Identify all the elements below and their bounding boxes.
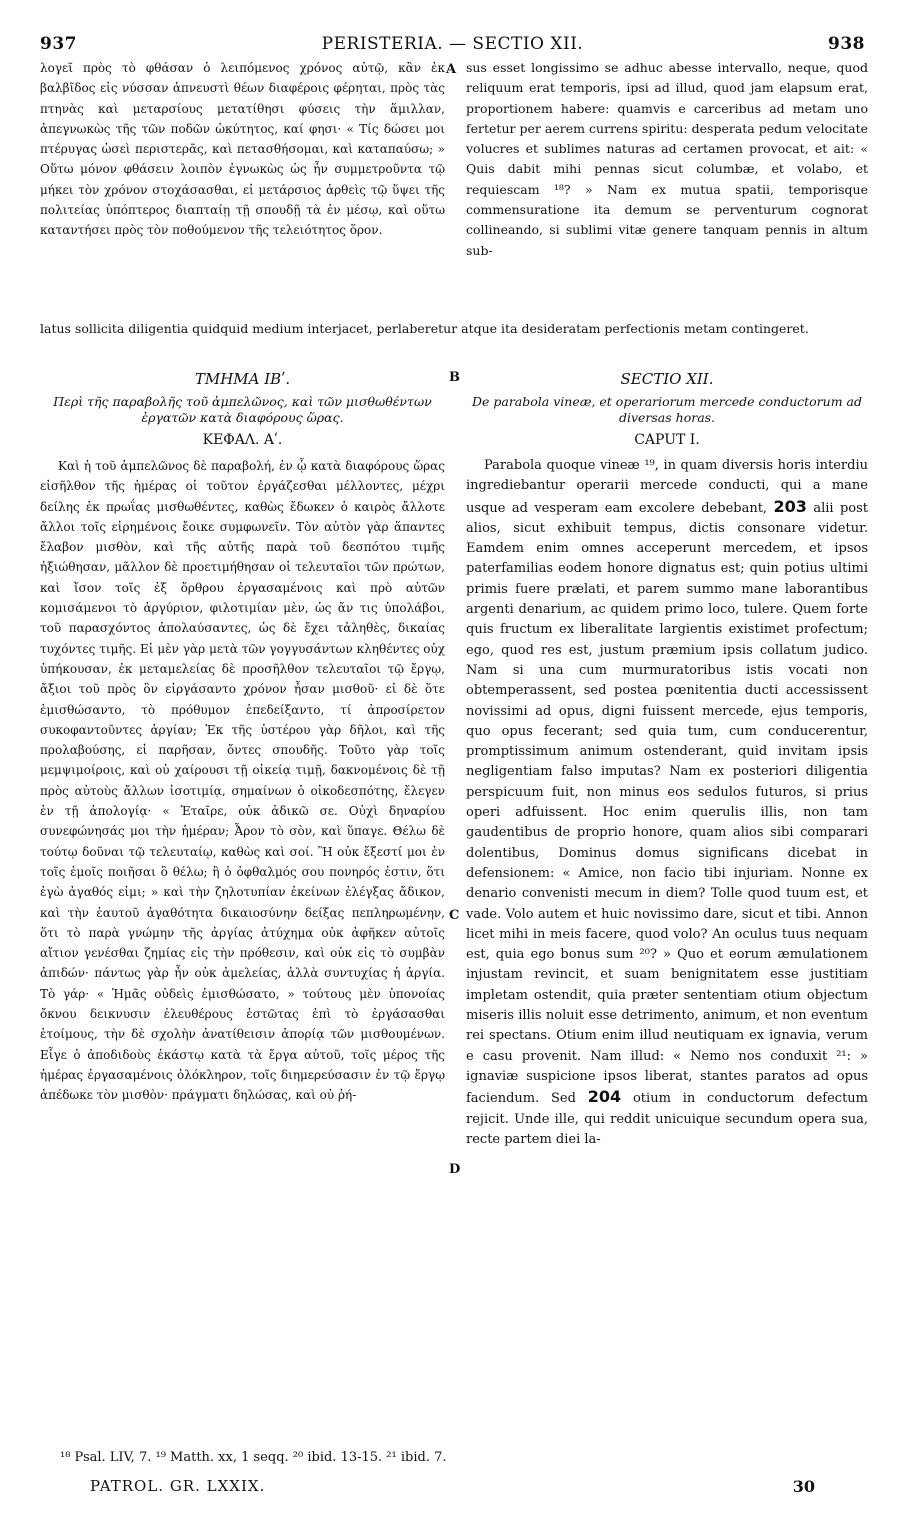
margin-marker-d: D: [449, 1162, 461, 1177]
original-page-number-204: 204: [587, 1087, 622, 1107]
latin-body-part-1: Parabola quoque vineæ ¹⁹, in quam diversis horis interdiu ingrediebantur operarii mercede conducti, qui a mane usque ad vesperam eam excolere debebant,: [466, 458, 868, 516]
greek-chapter-heading: ΚΕΦΑΛ. Αʹ.: [202, 432, 283, 448]
latin-body-part-3: otium in conductorum defectum rejicit. Unde ille, qui reddit unicuique secundum opera sua, recte partem diei la-: [466, 1091, 868, 1147]
gathering-number: 30: [792, 1477, 815, 1496]
page-number-left: 937: [40, 34, 77, 54]
patrologia-signature: PATROL. GR. LXXIX.: [90, 1477, 266, 1495]
original-page-number-203: 203: [773, 496, 807, 516]
latin-section-title: SECTIO XII.: [620, 370, 714, 388]
latin-column: [466, 370, 868, 1150]
running-title: PERISTERIA. — SECTIO XII.: [321, 34, 584, 54]
greek-continuation: λογεῖ πρὸς τὸ φθάσαν ὁ λειπόμενος χρόνος αὐτῷ, κἂν ἐκ βαλβῖδος εἰς νύσσαν ἀπνευστὶ θέων διαφέροις φέρηται, πρὸς τὰς πτηνὰς καὶ μεταρσίους μετατίθησι φύσεις τὴν ἅμιλλαν, ἀπεγνωκὼς τῆς τῶν ποδῶν ὠκύτητος, καί φησι· « Τίς δώσει μοι πτέρυγας ὡσεὶ περιστερᾶς, καὶ πετασθήσομαι, καὶ καταπαύσω; » Οὕτω μόνον φθάσειν λοιπὸν ἐγνωκὼς ὡς ἦν συμμετροῦντα τῷ μήκει τὸν χρόνον στοχάσασθαι, εἰ μετάρσιος ἀρθεὶς τῷ ὕψει τῆς πολιτείας ὑπόπτερος διαπταίῃ τῇ σπουδῇ τὰ ἐν μέσῳ, καὶ οὕτω καταντήσει πρὸς τὸν ποθούμενον τῆς τελειότητος ὅρον.: [40, 61, 445, 238]
margin-marker-c: C: [449, 908, 460, 923]
page-number-right: 938: [828, 34, 865, 54]
latin-continuation: sus esset longissimo se adhuc abesse intervallo, neque, quod reliquum erat temporis, ipsi ad illud, quod jam elapsum erat, proportionem habere: quamvis e carceribus ad metam uno fertetur per aerem currens spiritu: desperata pedum velocitate volucres et sublimes naturas ad certamen provocat, et ait: « Quis dabit mihi pennas sicut columbæ, et volabo, et requiescam ¹⁸? » Nam ex mutua spatii, temporisque commensuratione ita demum se perventurum cognorat collineando, si sublimi vitæ genere tanquam pennis in altum sub-: [466, 60, 868, 258]
latin-section-subtitle: De parabola vineæ, et operariorum mercede conductorum ad diversas horas.: [471, 394, 862, 425]
footnotes: ¹⁸ Psal. LIV, 7. ¹⁹ Matth. xx, 1 seqq. ²⁰ ibid. 13-15. ²¹ ibid. 7.: [60, 1450, 447, 1465]
latin-continuation-full-width: latus sollicita diligentia quidquid medium interjacet, perlaberetur atque ita desideratam perfectionis metam contingeret.: [40, 321, 809, 336]
margin-marker-b: B: [449, 370, 460, 385]
running-header: [40, 34, 865, 56]
greek-section-title: ΤΜΗΜΑ ΙΒʹ.: [194, 370, 291, 388]
greek-section-subtitle: Περὶ τῆς παραβολῆς τοῦ ἀμπελῶνος, καὶ τῶν μισθωθέντων ἐργατῶν κατὰ διαφόρους ὥρας.: [53, 394, 432, 425]
latin-chapter-heading: CAPUT I.: [634, 432, 700, 448]
latin-body-text: [466, 456, 868, 1150]
greek-column: [40, 370, 445, 1106]
margin-marker-a: A: [446, 62, 457, 77]
greek-body-text: Καὶ ἡ τοῦ ἀμπελῶνος δὲ παραβολή, ἐν ᾧ κατὰ διαφόρους ὥρας εἰσῆλθον τῆς ἡμέρας οἱ τοῦτον ἐργάζεσθαι μέλλοντες, μέχρι δείλης ἐκ πρωΐας μισθωθέντες, καθὼς ἔδωκεν ὁ καιρὸς ἄλλοτε ἄλλοι τοῖς εἰρημένοις ἔοικε συμφωνεῖν. Τὸν αὐτὸν γὰρ ἅπαντες ἔλαβον μισθὸν, καὶ τῆς αὐτῆς παρὰ τοῦ δεσπότου τιμῆς ἠξιώθησαν, μᾶλλον δὲ προετιμήθησαν οἱ τελευταῖοι τῶν πρώτων, καὶ ἴσον τοῖς ἐξ ὄρθρου ἐργασαμένοις καὶ πρὸ αὐτῶν κομισάμενοι τὸ ἀργύριον, φιλοτιμίαν μὲν, ὡς ἄν τις ὑπολάβοι, τοῦ παρασχόντος ἀπολαύσαντες, ὡς δὲ ἔχει τἀληθὲς, δικαίας τυχόντες τιμῆς. Εἰ μὲν γὰρ μετὰ τῶν γογγυσάντων κληθέντες οὐχ ὑπήκουσαν, ἐκ μεταμελείας δὲ προσῆλθον τελευταῖοι τῷ ἔργῳ, ἄξιοι τοῦ πρὸς ὃν εἰργάσαντο χρόνον ἦσαν μισθοῦ· εἰ δὲ ὅτε ἐμισθώσαντο, τὸ πρόθυμον ἐπεδείξαντο, τί ἀπροσίρετον συκοφαντοῦντες ἀργίαν; Ἐκ τῆς ὑστέρου γὰρ δῆλοι, καὶ τῆς προλαβούσης, εἰ παρῆσαν, ὄντες σπουδῆς. Τοῦτο γὰρ τοῖς μεμψιμοίροις, καὶ οὐ χαίρουσι τῇ οἰκείᾳ τιμῇ, δακνομένοις δὲ τῇ πρὸς αὐτοὺς ἄλλων ἰσοτιμίᾳ, σημαίνων ὁ οἰκοδεσπότης, ἔλεγεν ἐν τῇ ἀπολογίᾳ· « Ἑταῖρε, οὐκ ἀδικῶ σε. Οὐχὶ δηναρίου συνεφώνησάς μοι τὴν ἡμέραν; Ἆρον τὸ σὸν, καὶ ὕπαγε. Θέλω δὲ τούτῳ δοῦναι τῷ τελευταίῳ, καθὼς καὶ σοί. Ἢ οὐκ ἔξεστί μοι ἐν τοῖς ἐμοῖς ποιῆσαι ὃ θέλω; ἢ ὁ ὀφθαλμός σου πονηρός ἐστιν, ὅτι ἐγὼ ἀγαθός εἰμι; » καὶ τὴν ζηλοτυπίαν ἐκείνων ἐλέγξας ἄδικον, καὶ τὴν ἑαυτοῦ ἀγαθότητα δικαιοσύνην δείξας πεπληρωμένην, ὅτι τὸ παρὰ γνώμην τῆς ἀργίας ἀτύχημα οὐκ ἀφῆκεν αὐτοῖς αἴτιον γενέσθαι ζημίας εἰς τὴν πρόθεσιν, καὶ οὐκ εἰς τὸ συμβὰν ἀπιδών· πάντως γὰρ ἦν οὐκ ἀμελείας, ἀλλὰ συντυχίας ἡ ἀργία. Τὸ γάρ· « Ἡμᾶς οὐδεὶς ἐμισθώσατο, » τούτους μὲν ὑπονοίας ὄκνου δεικνυσιν ἐλευθέρους ἑστῶτας ἐπὶ τὸ ἐργάσασθαι ἑτοίμους, τὴν δὲ σχολὴν ἀνατίθεισιν ἀπορίᾳ τῶν μισθουμένων. Εἶγε ὁ ἀποδιδοὺς ἑκάστῳ κατὰ τὰ ἔργα αὐτοῦ, τοῖς μέρος τῆς ἡμέρας ἐργασαμένοις ὁλόκληρον, τοῖς διημερεύσασιν ἐν τῷ ἔργῳ ἀπέδωκε τὸν μισθὸν· πράγματι δηλώσας, καὶ οὐ ῥή-: [40, 459, 445, 1103]
latin-body-part-2: alii post alios, sicut exhibuit tempus, dictis consonare videtur. Eamdem enim omnes acceperunt mercedem, et ipsos paterfamilias eodem honore dignatus est; quin potius ultimi primis fuere prælati, et parem summo mane laborantibus argenti denarium, ac quidem primo loco, tulere. Quem forte quis fructum ex liberalitate largientis existimet profectum; ego, quod res est, justum præmium ipsis collatum judico. Nam si una cum murmuratoribus istis vocati non obtemperassent, sed postea pœnitentia ducti accessissent novissimi ad opus, digni fuissent mercede, ejus temporis, quo opus fecerant; sed quia tum, cum conducerentur, promptissimum animum ostenderant, quid invitam ipsis negligentiam falso imputas? Nam ex posteriori diligentia perspicuum fuit, non minus eos sedulos futuros, si prius operi adfuissent. Hoc enim querulis illis, non tam gaudentibus de proprio honore, quam alios sibi comparari dolentibus, Dominus domus significans dicebat in defensionem: « Amice, non facio tibi injuriam. Nonne ex denario convenisti mecum in diem? Tolle quod tuum est, et vade. Volo autem et huic novissimo dare, sicut et tibi. Annon licet mihi in meis facere, quod volo? An oculus tuus nequam est, quia ego bonus sum ²⁰? » Quo et eorum æmulationem injustam revincit, et suam benignitatem esse justitiam impletam ostendit, quia præter sententiam otium objectum miseris illis noluit esse detrimento, animum, et non eventum rei spectans. Otium enim illud neutiquam ex ignavia, verum e casu provenit. Nam illud: « Nemo nos conduxit ²¹: » ignaviæ suspicione ipsos liberat, stantes paratos ad opus faciendum. Sed: [466, 500, 868, 1107]
